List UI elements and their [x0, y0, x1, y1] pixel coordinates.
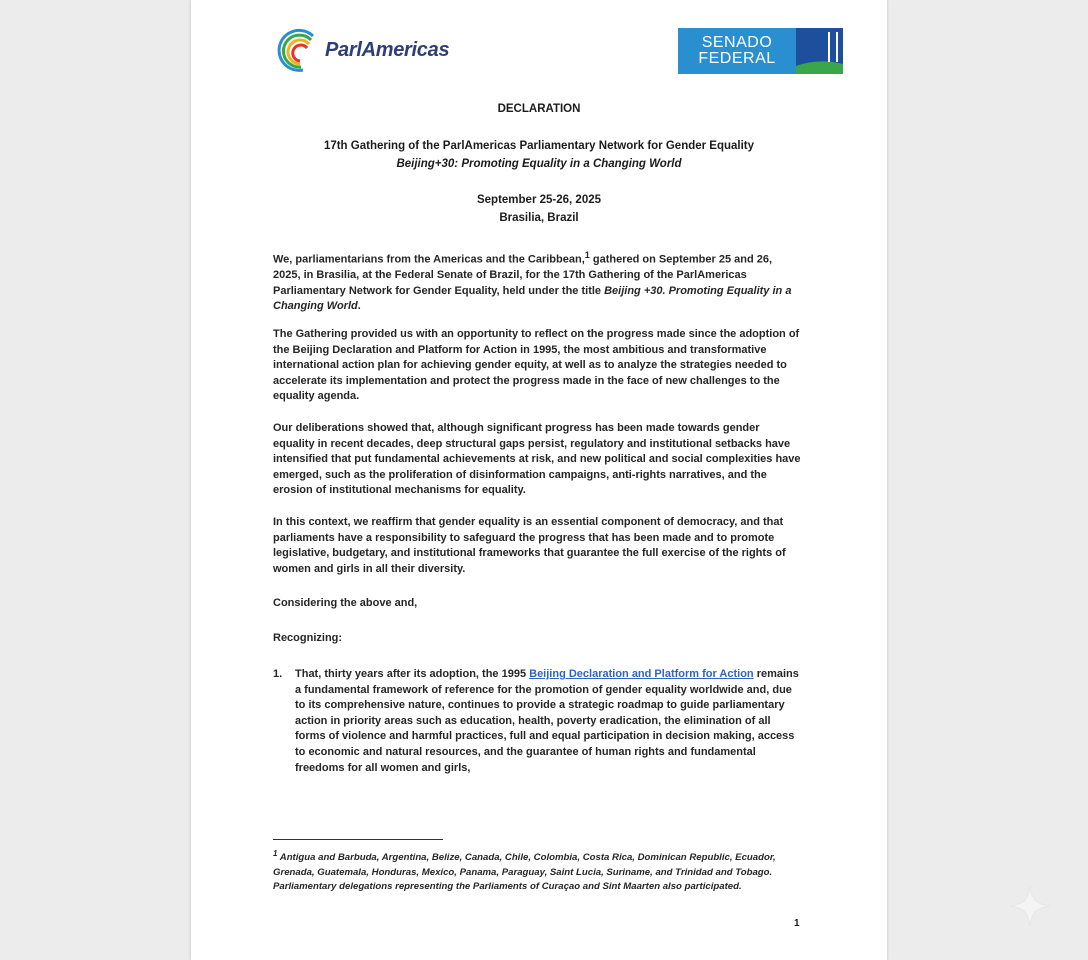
p1-mid: gathered on September 25 and 26, 2025, in Brasilia, at the Federal Senate of Brazil, for the 17th Gathering of the ParlAmericas Parliamentary Network for Gender Equality, held under the title — [273, 253, 773, 297]
event-place: Brasilia, Brazil — [499, 212, 579, 224]
footnote — [273, 847, 803, 895]
footnote-text: Antigua and Barbuda, Argentina, Belize, Canada, Chile, Colombia, Costa Rica, Dominican Republic, Ecuador, Grenada, Guatemala, Honduras, Mexico, Panama, Paraguay, Saint Lucia, Suriname, and Trinidad and Tobago. Parliamentary delegations representing the Parliaments of Curaçao and Sint Maarten also participated. — [273, 852, 776, 893]
list-item-text — [295, 667, 801, 776]
senado-federal-logo — [678, 28, 843, 74]
recognizing-heading: Recognizing: — [273, 632, 343, 644]
event-title: 17th Gathering of the ParlAmericas Parliamentary Network for Gender Equality — [323, 140, 755, 152]
footnote-ref[interactable]: 1 — [584, 250, 590, 260]
footnote-marker: 1 — [273, 849, 278, 858]
list-item — [273, 667, 801, 776]
page-number: 1 — [794, 918, 800, 929]
senado-logo-line1: SENADO — [701, 34, 773, 51]
event-subtitle: Beijing+30: Promoting Equality in a Changing World — [396, 158, 682, 170]
parlamericas-swirl-icon — [273, 26, 321, 74]
sparkle-icon — [1006, 882, 1054, 930]
event-dates: September 25-26, 2025 — [476, 194, 602, 206]
senado-emblem-icon — [796, 28, 843, 74]
senado-logo-text-block — [678, 28, 796, 74]
paragraph-4: In this context, we reaffirm that gender equality is an essential component of democracy, and that parliaments have a responsibility to safeguard the progress that has been made and to promote legislative, budgetary, and institutional frameworks that guarantee the full exercise of the rights of women and girls in all their diversity. — [273, 516, 786, 575]
list-item-number: 1. — [273, 668, 283, 680]
parlamericas-logo — [273, 26, 449, 74]
paragraph-2: The Gathering provided us with an opportunity to reflect on the progress made since the adoption of the Beijing Declaration and Platform for Action in 1995, the most ambitious and transformative international action plan for achieving gender equity, at well as to analyze the strategies needed to accelerate its implementation and protect the progress made in the face of new challenges to the equality agenda. — [273, 328, 800, 403]
p1-start: We, parliamentarians from the Americas and the Caribbean, — [273, 253, 585, 266]
paragraph-1 — [273, 248, 801, 315]
parlamericas-logo-text: ParlAmericas — [325, 38, 450, 61]
list-item-text-before: That, thirty years after its adoption, the 1995 — [295, 668, 530, 680]
considering-line: Considering the above and, — [273, 597, 418, 609]
footnote-divider — [273, 839, 443, 840]
p1-end: . — [357, 300, 361, 313]
paragraph-3: Our deliberations showed that, although significant progress has been made towards gender equality in recent decades, deep structural gaps persist, regulatory and institutional setbacks have intensified that put fundamental achievements at risk, and new political and social complexities have emerged, such as the proliferation of disinformation campaigns, anti-rights narratives, and the erosion of institutional mechanisms for equality. — [273, 422, 801, 497]
declaration-title: DECLARATION — [497, 103, 581, 115]
senado-logo-line2: FEDERAL — [698, 50, 776, 67]
document-page — [191, 0, 887, 960]
beijing-declaration-link[interactable]: Beijing Declaration and Platform for Action — [529, 668, 754, 680]
list-item-text-after: remains a fundamental framework of reference for the promotion of gender equality worldwide and, due to its comprehensive nature, continues to provide a strategic roadmap to guide parliamentary action in priority areas such as education, health, poverty eradication, the elimination of all forms of violence and harmful practices, full and equal participation in decision making, access to economic and natural resources, and the guarantee of human rights and fundamental freedoms for all women and girls, — [295, 668, 799, 774]
p1-italic-title: Beijing +30. Promoting Equality in a Changing World — [273, 284, 792, 313]
